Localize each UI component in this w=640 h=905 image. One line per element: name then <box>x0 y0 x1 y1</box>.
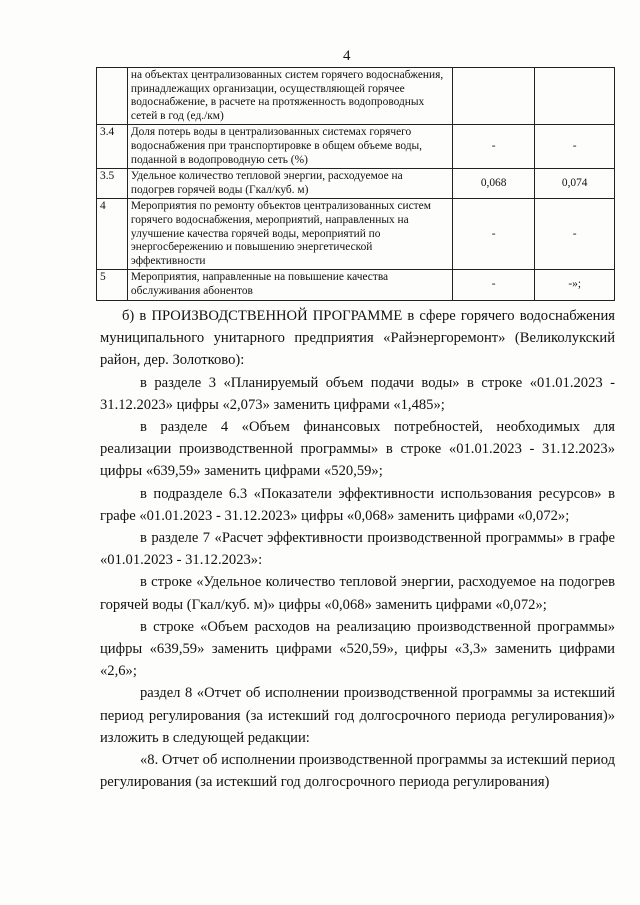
paragraph-section-8-heading: «8. Отчет об исполнении производственной программы за истекший период регулирования (за истекший год долгосрочного периода регулирования) <box>100 752 615 791</box>
row-description: Удельное количество тепловой энергии, расходуемое на подогрев горячей воды (Гкал/куб. м) <box>127 169 452 199</box>
row-number <box>97 68 128 125</box>
row-value-2023: -»; <box>535 270 615 300</box>
table-row <box>97 169 615 199</box>
row-value-2022: - <box>452 125 535 169</box>
paragraph-b-intro: б) в ПРОИЗВОДСТВЕННОЙ ПРОГРАММЕ в сфере горячего водоснабжения муниципального унитарного предприятия «Райэнергоремонт» (Великолукский район, дер. Золотково): <box>100 308 615 369</box>
row-description: Доля потерь воды в централизованных системах горячего водоснабжения при транспортировке в общем объеме воды, поданной в водопроводную сеть (%) <box>127 125 452 169</box>
paragraph-section-8: раздел 8 «Отчет об исполнении производственной программы за истекший период регулирования (за истекший год долгосрочного периода регулирования)» изложить в следующей редакции: <box>100 685 615 746</box>
row-value-2023 <box>535 68 615 125</box>
paragraph-section-3: в разделе 3 «Планируемый объем подачи воды» в строке «01.01.2023 - 31.12.2023» цифры «2,073» заменить цифрами «1,485»; <box>100 374 615 413</box>
row-number: 3.5 <box>97 169 128 199</box>
paragraph-expenses-row: в строке «Объем расходов на реализацию производственной программы» цифры «639,59» заменить цифрами «520,59», цифры «3,3» заменить цифрами «2,6»; <box>100 618 615 680</box>
program-indicators-table <box>96 67 615 301</box>
row-description: Мероприятия по ремонту объектов централизованных систем горячего водоснабжения, мероприятий, направленных на улучшение качества горячей воды, мероприятий по энергосбережению и повышению энергетической эффективности <box>127 199 452 270</box>
amendment-text <box>100 305 615 793</box>
row-value-2022: - <box>452 270 535 300</box>
row-value-2023: - <box>535 125 615 169</box>
table-row <box>97 68 615 125</box>
page-number: 4 <box>343 48 351 64</box>
table-row <box>97 270 615 300</box>
row-number: 5 <box>97 270 128 300</box>
paragraph-subsection-6-3: в подразделе 6.3 «Показатели эффективности использования ресурсов» в графе «01.01.2023 - 31.12.2023» цифры «0,068» заменить цифрами «0,072»; <box>100 485 615 524</box>
row-value-2022: 0,068 <box>452 169 535 199</box>
row-value-2022 <box>452 68 535 125</box>
row-description: на объектах централизованных систем горячего водоснабжения, принадлежащих организации, осуществляющей горячее водоснабжение, в расчете на протяженность водопроводных сетей в год (ед./км) <box>127 68 452 125</box>
row-value-2022: - <box>452 199 535 270</box>
paragraph-section-7: в разделе 7 «Расчет эффективности производственной программы» в графе «01.01.2023 - 31.12.2023»: <box>100 530 615 569</box>
paragraph-heat-energy-row: в строке «Удельное количество тепловой энергии, расходуемое на подогрев горячей воды (Гкал/куб. м)» цифры «0,068» заменить цифрами «0,072»; <box>100 574 615 613</box>
row-value-2023: - <box>535 199 615 270</box>
row-number: 4 <box>97 199 128 270</box>
row-number: 3.4 <box>97 125 128 169</box>
table-row <box>97 125 615 169</box>
table-row <box>97 199 615 270</box>
paragraph-section-4: в разделе 4 «Объем финансовых потребностей, необходимых для реализации производственной программы» в строке «01.01.2023 - 31.12.2023» цифры «639,59» заменить цифрами «520,59»; <box>100 419 615 480</box>
row-value-2023: 0,074 <box>535 169 615 199</box>
row-description: Мероприятия, направленные на повышение качества обслуживания абонентов <box>127 270 452 300</box>
